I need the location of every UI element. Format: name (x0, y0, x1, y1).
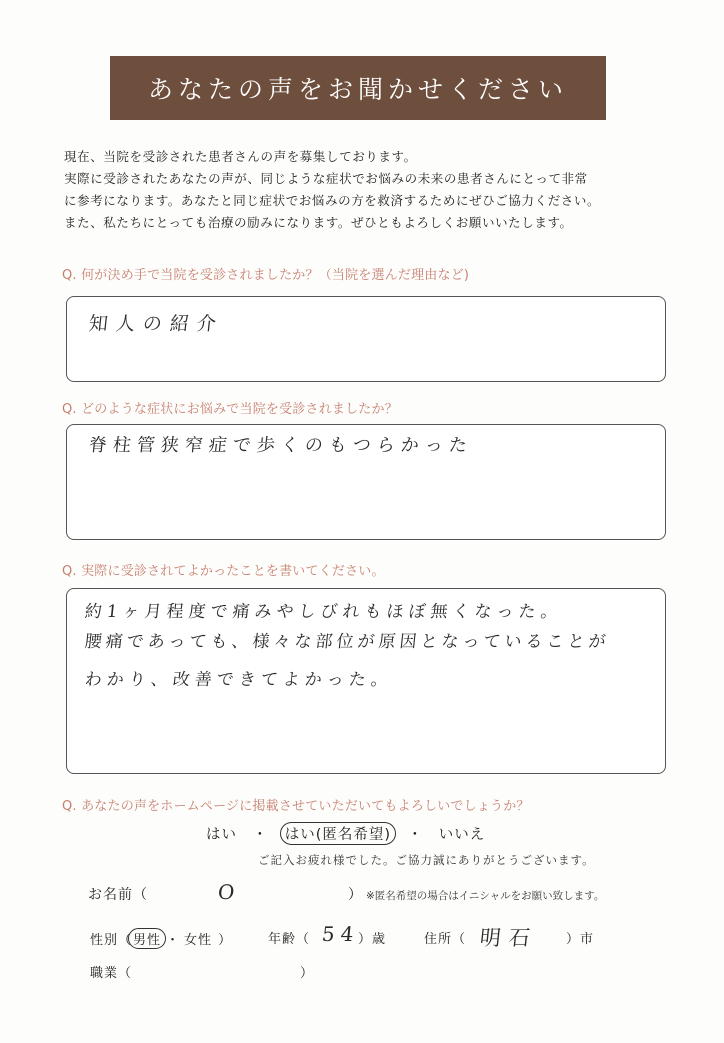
name-value[interactable]: O (216, 880, 240, 904)
choice-separator: ・ (252, 827, 269, 843)
thanks-message: ご記入お疲れ様でした。ご協力誠にありがとうございます。 (258, 853, 595, 867)
gender-separator: ・ (166, 933, 181, 948)
answer-box-benefit[interactable] (66, 588, 666, 774)
question-symptom-label: Q. どのような症状にお悩みで当院を受診されましたか？ (62, 402, 398, 417)
choice-no[interactable]: いいえ (438, 827, 486, 843)
page-title-banner (110, 56, 606, 120)
address-value[interactable]: 明石 (478, 926, 540, 950)
age-label: 年齢（ (268, 932, 311, 947)
job-close: ） (300, 966, 315, 981)
intro-line: また、私たちにとっても治療の励みになります。ぜひともよろしくお願いいたします。 (64, 215, 573, 230)
page-title: あなたの声をお聞かせください (147, 75, 568, 104)
question-publish-label: Q. あなたの声をホームページに掲載させていただいてもよろしいでしょうか？ (62, 799, 530, 814)
gender-field (90, 928, 232, 949)
gender-close: ） (218, 933, 233, 948)
job-label: 職業（ (90, 966, 133, 981)
age-close: ）歳 (358, 932, 387, 947)
choice-anonymous[interactable]: はい(匿名希望) (280, 822, 396, 845)
address-close: ）市 (566, 932, 595, 947)
gender-male-option[interactable]: 男性 (128, 928, 166, 949)
name-close: ） (348, 887, 363, 903)
question-reason-label: Q. 何が決め手で当院を受診されましたか？（当院を選んだ理由など) (62, 268, 470, 283)
answer-line: 脊柱管狭窄症で歩くのもつらかった (87, 435, 474, 456)
answer-box-reason[interactable] (66, 296, 666, 382)
answer-line: 知人の紹介 (87, 313, 226, 335)
answer-line: 腰痛であっても、様々な部位が原因となっていることが (83, 632, 611, 652)
publish-choices (206, 822, 485, 845)
choice-yes[interactable]: はい (206, 827, 237, 843)
answer-line: 約1ヶ月程度で痛みやしびれもほぼ無くなった。 (83, 602, 564, 622)
gender-female-option[interactable]: 女性 (184, 933, 213, 948)
name-note: ※匿名希望の場合はイニシャルをお願い致します。 (366, 890, 605, 902)
answer-line: わかり、改善できてよかった。 (83, 670, 394, 690)
address-label: 住所（ (424, 932, 467, 947)
question-benefit-label: Q. 実際に受診されてよかったことを書いてください。 (62, 564, 385, 579)
age-value[interactable]: 54 (320, 922, 361, 946)
name-label: お名前（ (88, 887, 148, 903)
intro-line: 実際に受診されたあなたの声が、同じような症状でお悩みの未来の患者さんにとって非常 (64, 171, 588, 186)
intro-line: 現在、当院を受診された患者さんの声を募集しております。 (64, 149, 417, 164)
choice-separator: ・ (407, 827, 424, 843)
intro-line: に参考になります。あなたと同じ症状でお悩みの方を救済するためにぜひご協力ください。 (64, 193, 601, 208)
intro-text (64, 146, 684, 234)
answer-box-symptom[interactable] (66, 424, 666, 540)
gender-label: 性別（ (90, 933, 133, 948)
